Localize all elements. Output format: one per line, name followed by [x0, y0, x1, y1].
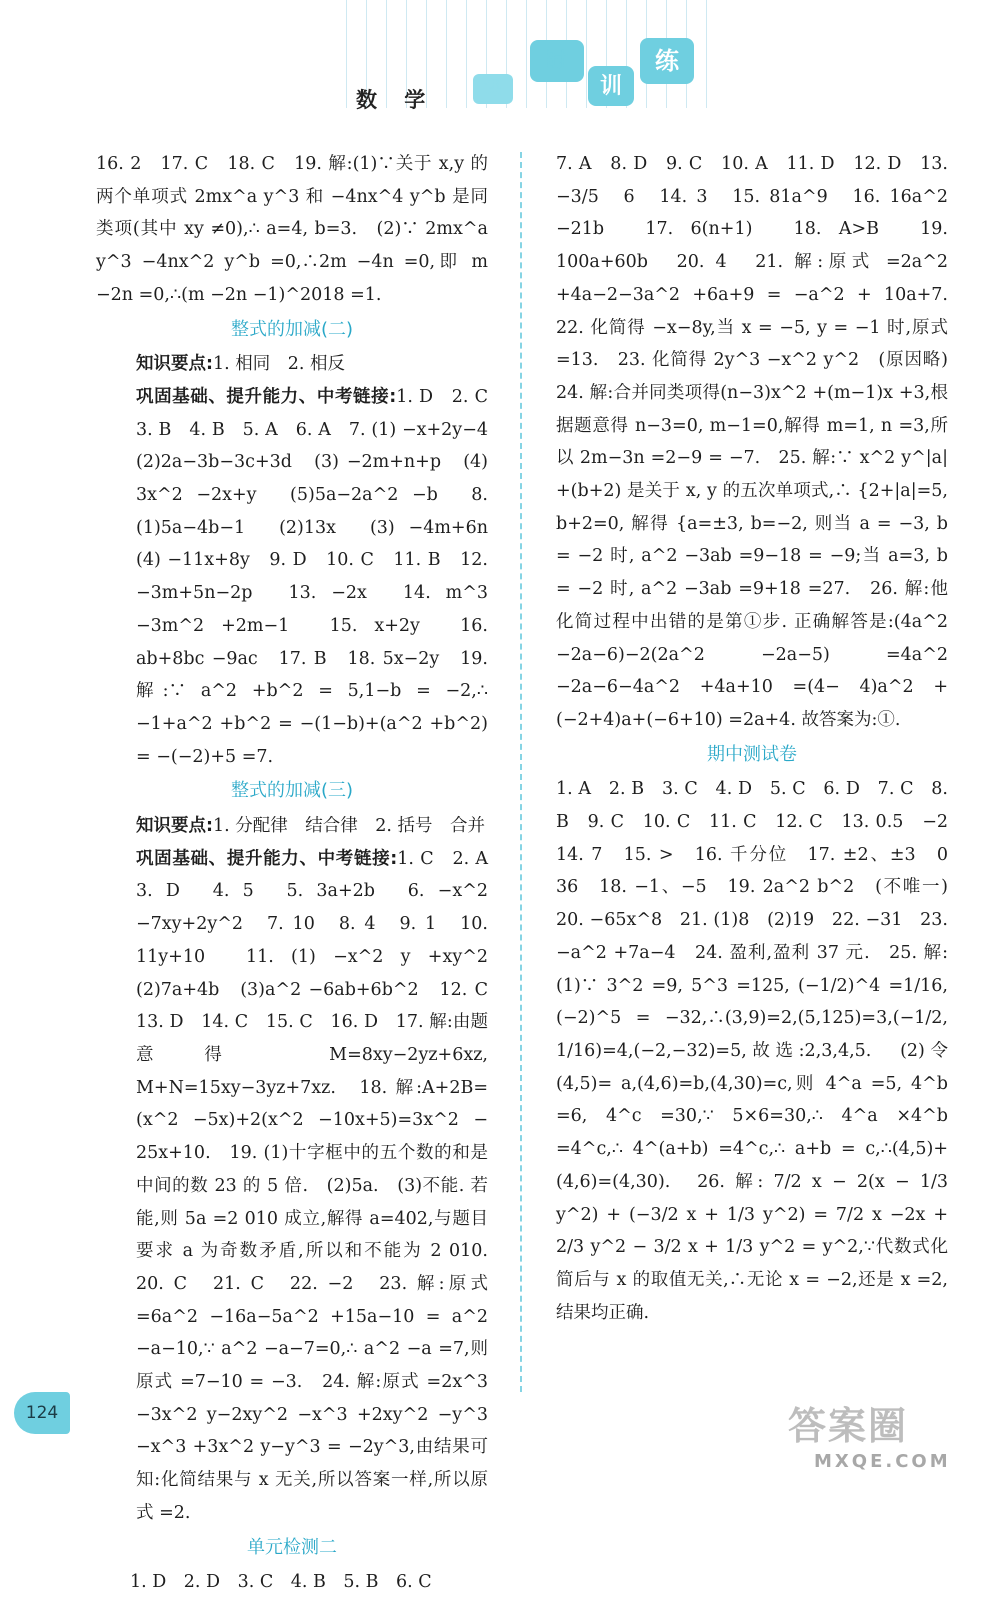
answer-paragraph [556, 773, 966, 1329]
paragraph-text: 1. 分配律 结合律 2. 括号 合并 [213, 816, 486, 837]
paragraph-label: 知识要点: [136, 354, 213, 375]
header-stripe [526, 0, 527, 108]
title-bubble: 训 [588, 66, 634, 106]
paragraph-label: 知识要点: [136, 816, 213, 837]
section-title: 整式的加减(三) [230, 780, 354, 802]
title-bubble: 时 [530, 40, 584, 82]
answer-paragraph [96, 381, 506, 773]
paragraph-label: 巩固基础、提升能力、中考链接: [136, 386, 397, 407]
watermark-logo [788, 1402, 988, 1488]
answer-paragraph [96, 843, 506, 1530]
right-column [556, 148, 966, 1329]
answer-paragraph [96, 810, 488, 843]
answer-paragraph [96, 1566, 488, 1599]
paragraph-text: 1. 相同 2. 相反 [213, 354, 346, 375]
paragraph-label: 巩固基础、提升能力、中考链接: [136, 848, 398, 869]
header-stripe [446, 0, 447, 108]
section-title: 整式的加减(二) [230, 318, 354, 340]
title-bubble: 练 [640, 38, 694, 84]
watermark-url: MXQE.COM [814, 1451, 951, 1472]
paragraph-text: 7. A 8. D 9. C 10. A 11. D 12. D 13. −3/5 6 14. 3 15. 81a^9 16. 16a^2 −21b 17. 6(n+1) 18. A>B 19. 100a+60b 20. 4 21. 解:原式 =2a^2 +4a−2−3a^2 +6a+9 = −a^2 + 10a+7. 22. 化简得 −x−8y,当 x = −5, y = −1 时,原式 =13. 23. 化简得 2y^3 −x^2 y^2 (原因略) 24. 解:合并同类项得(n−3)x^2 +(m−1)x +3,根据题意得 n−3=0, m−1=0,解得 m=1, n =3,所以 2m−3n =2−9 = −7. 25. 解:∵ x^2 y^|a| +(b+2) 是关于 x, y 的五次单项式,∴ {2+|a|=5, b+2=0, 解得 {a=±3, b=−2, 则当 a = −3, b = −2 时, a^2 −3ab =9−18 = −9;当 a=3, b = −2 时, a^2 −3ab =9+18 =27. 26. 解:他化简过程中出错的是第①步. 正确解答是:(4a^2 −2a−6)−2(2a^2 −2a−5) =4a^2 −2a−6−4a^2 +4a+10 =(4− 4)a^2 +(−2+4)a+(−6+10) =2a+4. 故答案为:①. [556, 154, 966, 730]
paragraph-text: 1. D 2. D 3. C 4. B 5. B 6. C [130, 1572, 432, 1593]
section-title: 单元检测二 [247, 1536, 337, 1558]
paragraph-text: 1. A 2. B 3. C 4. D 5. C 6. D 7. C 8. B 9. C 10. C 11. C 12. C 13. 0.5 −2 14. 7 15. > 16. 千分位 17. ±2、±3 0 36 18. −1、−5 19. 2a^2 b^2 (不唯一) 20. −65x^8 21. (1)8 (2)19 22. −31 23. −a^2 +7a−4 24. 盈利,盈利 37 元. 25. 解:(1)∵ 3^2 =9, 5^3 =125, (−1/2)^4 =1/16, (−2)^5 = −32,∴(3,9)=2,(5,125)=3,(−1/2, 1/16)=4,(−2,−32)=5,故选:2,3,4,5. (2)令(4,5)= a,(4,6)=b,(4,30)=c,则 4^a =5, 4^b =6, 4^c =30,∵ 5×6=30,∴ 4^a ×4^b =4^c,∴ 4^(a+b) =4^c,∴ a+b = c,∴(4,5)+(4,6)=(4,30). 26. 解: 7/2 x − 2(x − 1/3 y^2) + (−3/2 x + 1/3 y^2) = 7/2 x −2x + 2/3 y^2 − 3/2 x + 1/3 y^2 = y^2,∵代数式化简后与 x 的取值无关,∴无论 x = −2,还是 x =2,结果均正确. [556, 779, 966, 1323]
title-bubble: 课 [473, 74, 513, 104]
page-number: 124 [14, 1392, 70, 1434]
header-stripe [706, 0, 707, 108]
header-stripe [466, 0, 467, 108]
header-stripe [346, 0, 347, 108]
page-header [0, 0, 1000, 120]
header-stripe [586, 0, 587, 108]
answer-paragraph [96, 148, 488, 312]
section-title: 期中测试卷 [707, 743, 797, 765]
paragraph-text: 1. C 2. A 3. D 4. 5 5. 3a+2b 6. −x^2 −7xy+2y^2 7. 10 8. 4 9. 1 10. 11y+10 11. (1) −x^2 y +xy^2 (2)7a+4b (3)a^2 −6ab+6b^2 12. C 13. D 14. C 15. C 16. D 17. 解:由题意得 M=8xy−2yz+6xz, M+N=15xy−3yz+7xz. 18. 解:A+2B=(x^2 −5x)+2(x^2 −10x+5)=3x^2 − 25x+10. 19. (1)十字框中的五个数的和是中间的数 23 的 5 倍. (2)5a. (3)不能. 若能,则 5a =2 010 成立,解得 a=402,与题目要求 a 为奇数矛盾,所以和不能为 2 010. 20. C 21. C 22. −2 23. 解:原式 =6a^2 −16a−5a^2 +15a−10 = a^2 −a−10,∵ a^2 −a−7=0,∴ a^2 −a =7,则原式 =7−10 = −3. 24. 解:原式 =2x^3 −3x^2 y−2xy^2 −x^3 +2xy^2 −y^3 −x^3 +3x^2 y−y^3 = −2y^3,由结果可知:化简结果与 x 无关,所以答案一样,所以原式 =2. [136, 848, 506, 1523]
answer-paragraph [96, 348, 488, 381]
paragraph-text: 16. 2 17. C 18. C 19. 解:(1)∵关于 x,y 的两个单项式 2mx^a y^3 和 −4nx^4 y^b 是同类项(其中 xy ≠0),∴ a=4, b=3. (2)∵ 2mx^a y^3 −4nx^2 y^b =0,∴2m −4n =0,即 m −2n =0,∴(m −2n −1)^2018 =1. [96, 154, 488, 305]
answer-paragraph [556, 148, 966, 737]
left-column [96, 148, 506, 1599]
column-divider [520, 152, 522, 1392]
watermark-text: 答案圈 [788, 1404, 909, 1448]
subject-title: 数 学 [356, 87, 436, 112]
paragraph-text: 1. D 2. C 3. B 4. B 5. A 6. A 7. (1) −x+2y−4 (2)2a−3b−3c+3d (3) −2m+n+p (4) 3x^2 −2x+y (5)5a−2a^2 −b 8. (1)5a−4b−1 (2)13x (3) −4m+6n (4) −11x+8y 9. D 10. C 11. B 12. −3m+5n−2p 13. −2x 14. m^3 −3m^2 +2m−1 15. x+2y 16. ab+8bc −9ac 17. B 18. 5x−2y 19. 解:∵ a^2 +b^2 = 5,1−b = −2,∴ −1+a^2 +b^2 = −(1−b)+(a^2 +b^2) = −(−2)+5 =7. [136, 386, 506, 767]
